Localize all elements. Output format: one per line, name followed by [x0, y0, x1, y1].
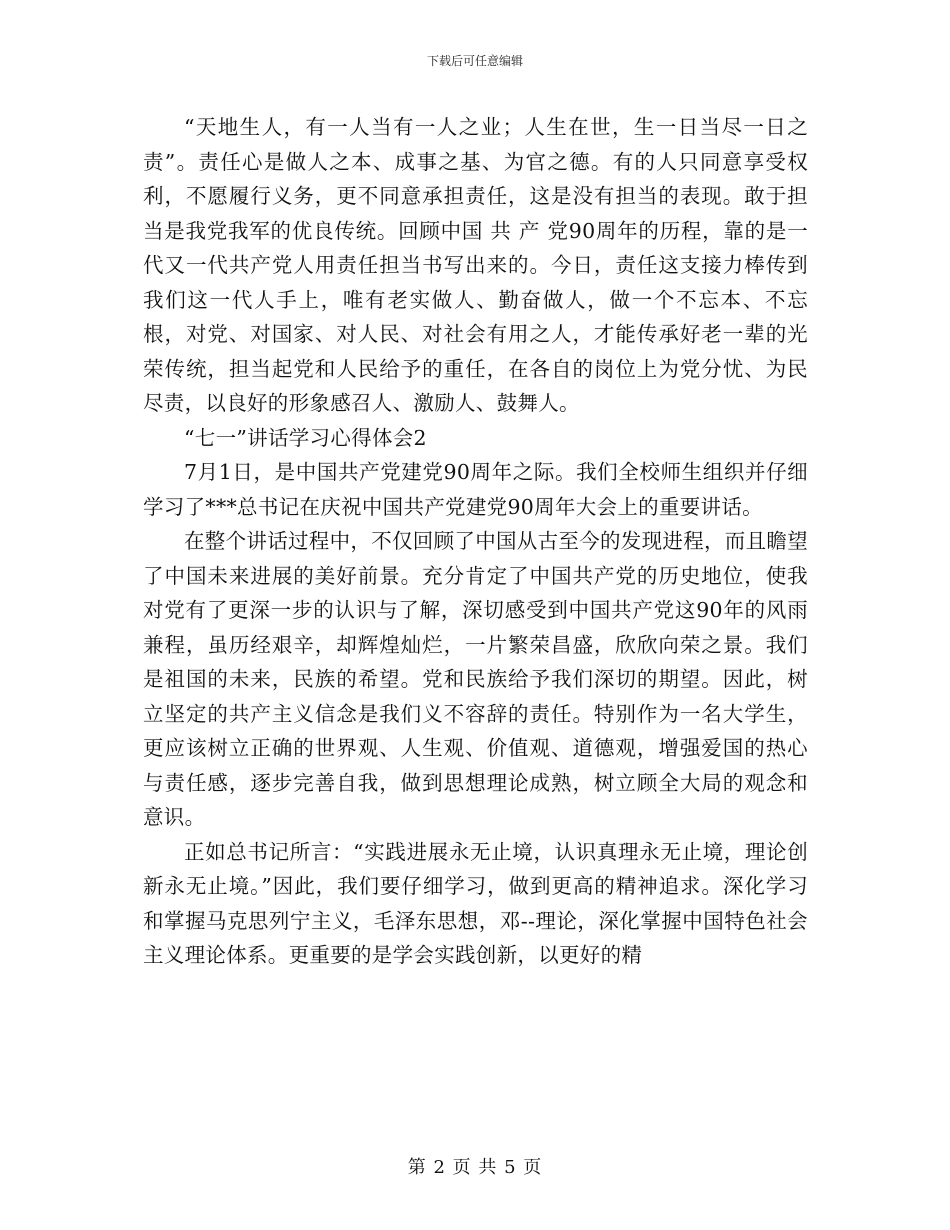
page-footer: 第 2 页 共 5 页 [407, 1157, 543, 1178]
section-heading: “七一”讲话学习心得体会2 [184, 425, 427, 450]
paragraph-practice: 正如总书记所言：“实践进展永无止境，认识真理永无止境，理论创新永无止境。”因此，我们要仔细学习，做到更高的精神追求。深化学习和掌握马克思列宁主义，毛泽东思想，邓--理论，深化掌握中国特色社会主义理论体系。更重要的是学会实践创新，以更好的精 [143, 839, 808, 967]
paragraph-july-first: 7月1日，是中国共产党建党90周年之际。我们全校师生组织并仔细学习了***总书记在庆祝中国共产党建党90周年大会上的重要讲话。 [143, 460, 808, 519]
page-header: 下载后可任意编辑 [426, 54, 523, 68]
paragraph-responsibility: “天地生人，有一人当有一人之业；人生在世，生一日当尽一日之责”。责任心是做人之本、成事之基、为官之德。有的人只同意享受权利，不愿履行义务，更不同意承担责任，这是没有担当的表现。敢于担当是我党我军的优良传统。回顾中国 共 产 党90周年的历程，靠的是一代又一代共产党人用责任担当书写出来的。今日，责任这支接力棒传到我们这一代人手上，唯有老实做人、勤奋做人，做一个不忘本、不忘根，对党、对国家、对人民、对社会有用之人，才能传承好老一辈的光荣传统，担当起党和人民给予的重任，在各自的岗位上为党分忧、为民尽责，以良好的形象感召人、激励人、鼓舞人。 [143, 115, 808, 415]
paragraph-speech-review: 在整个讲话过程中，不仅回顾了中国从古至今的发现进程，而且瞻望了中国未来进展的美好前景。充分肯定了中国共产党的历史地位，使我对党有了更深一步的认识与了解，深切感受到中国共产党这90年的风雨兼程，虽历经艰辛，却辉煌灿烂，一片繁荣昌盛，欣欣向荣之景。我们是祖国的未来，民族的希望。党和民族给予我们深切的期望。因此，树立坚定的共产主义信念是我们义不容辞的责任。特别作为一名大学生，更应该树立正确的世界观、人生观、价值观、道德观，增强爱国的热心与责任感，逐步完善自我，做到思想理论成熟，树立顾全大局的观念和意识。 [143, 529, 808, 829]
document-body [143, 110, 808, 973]
